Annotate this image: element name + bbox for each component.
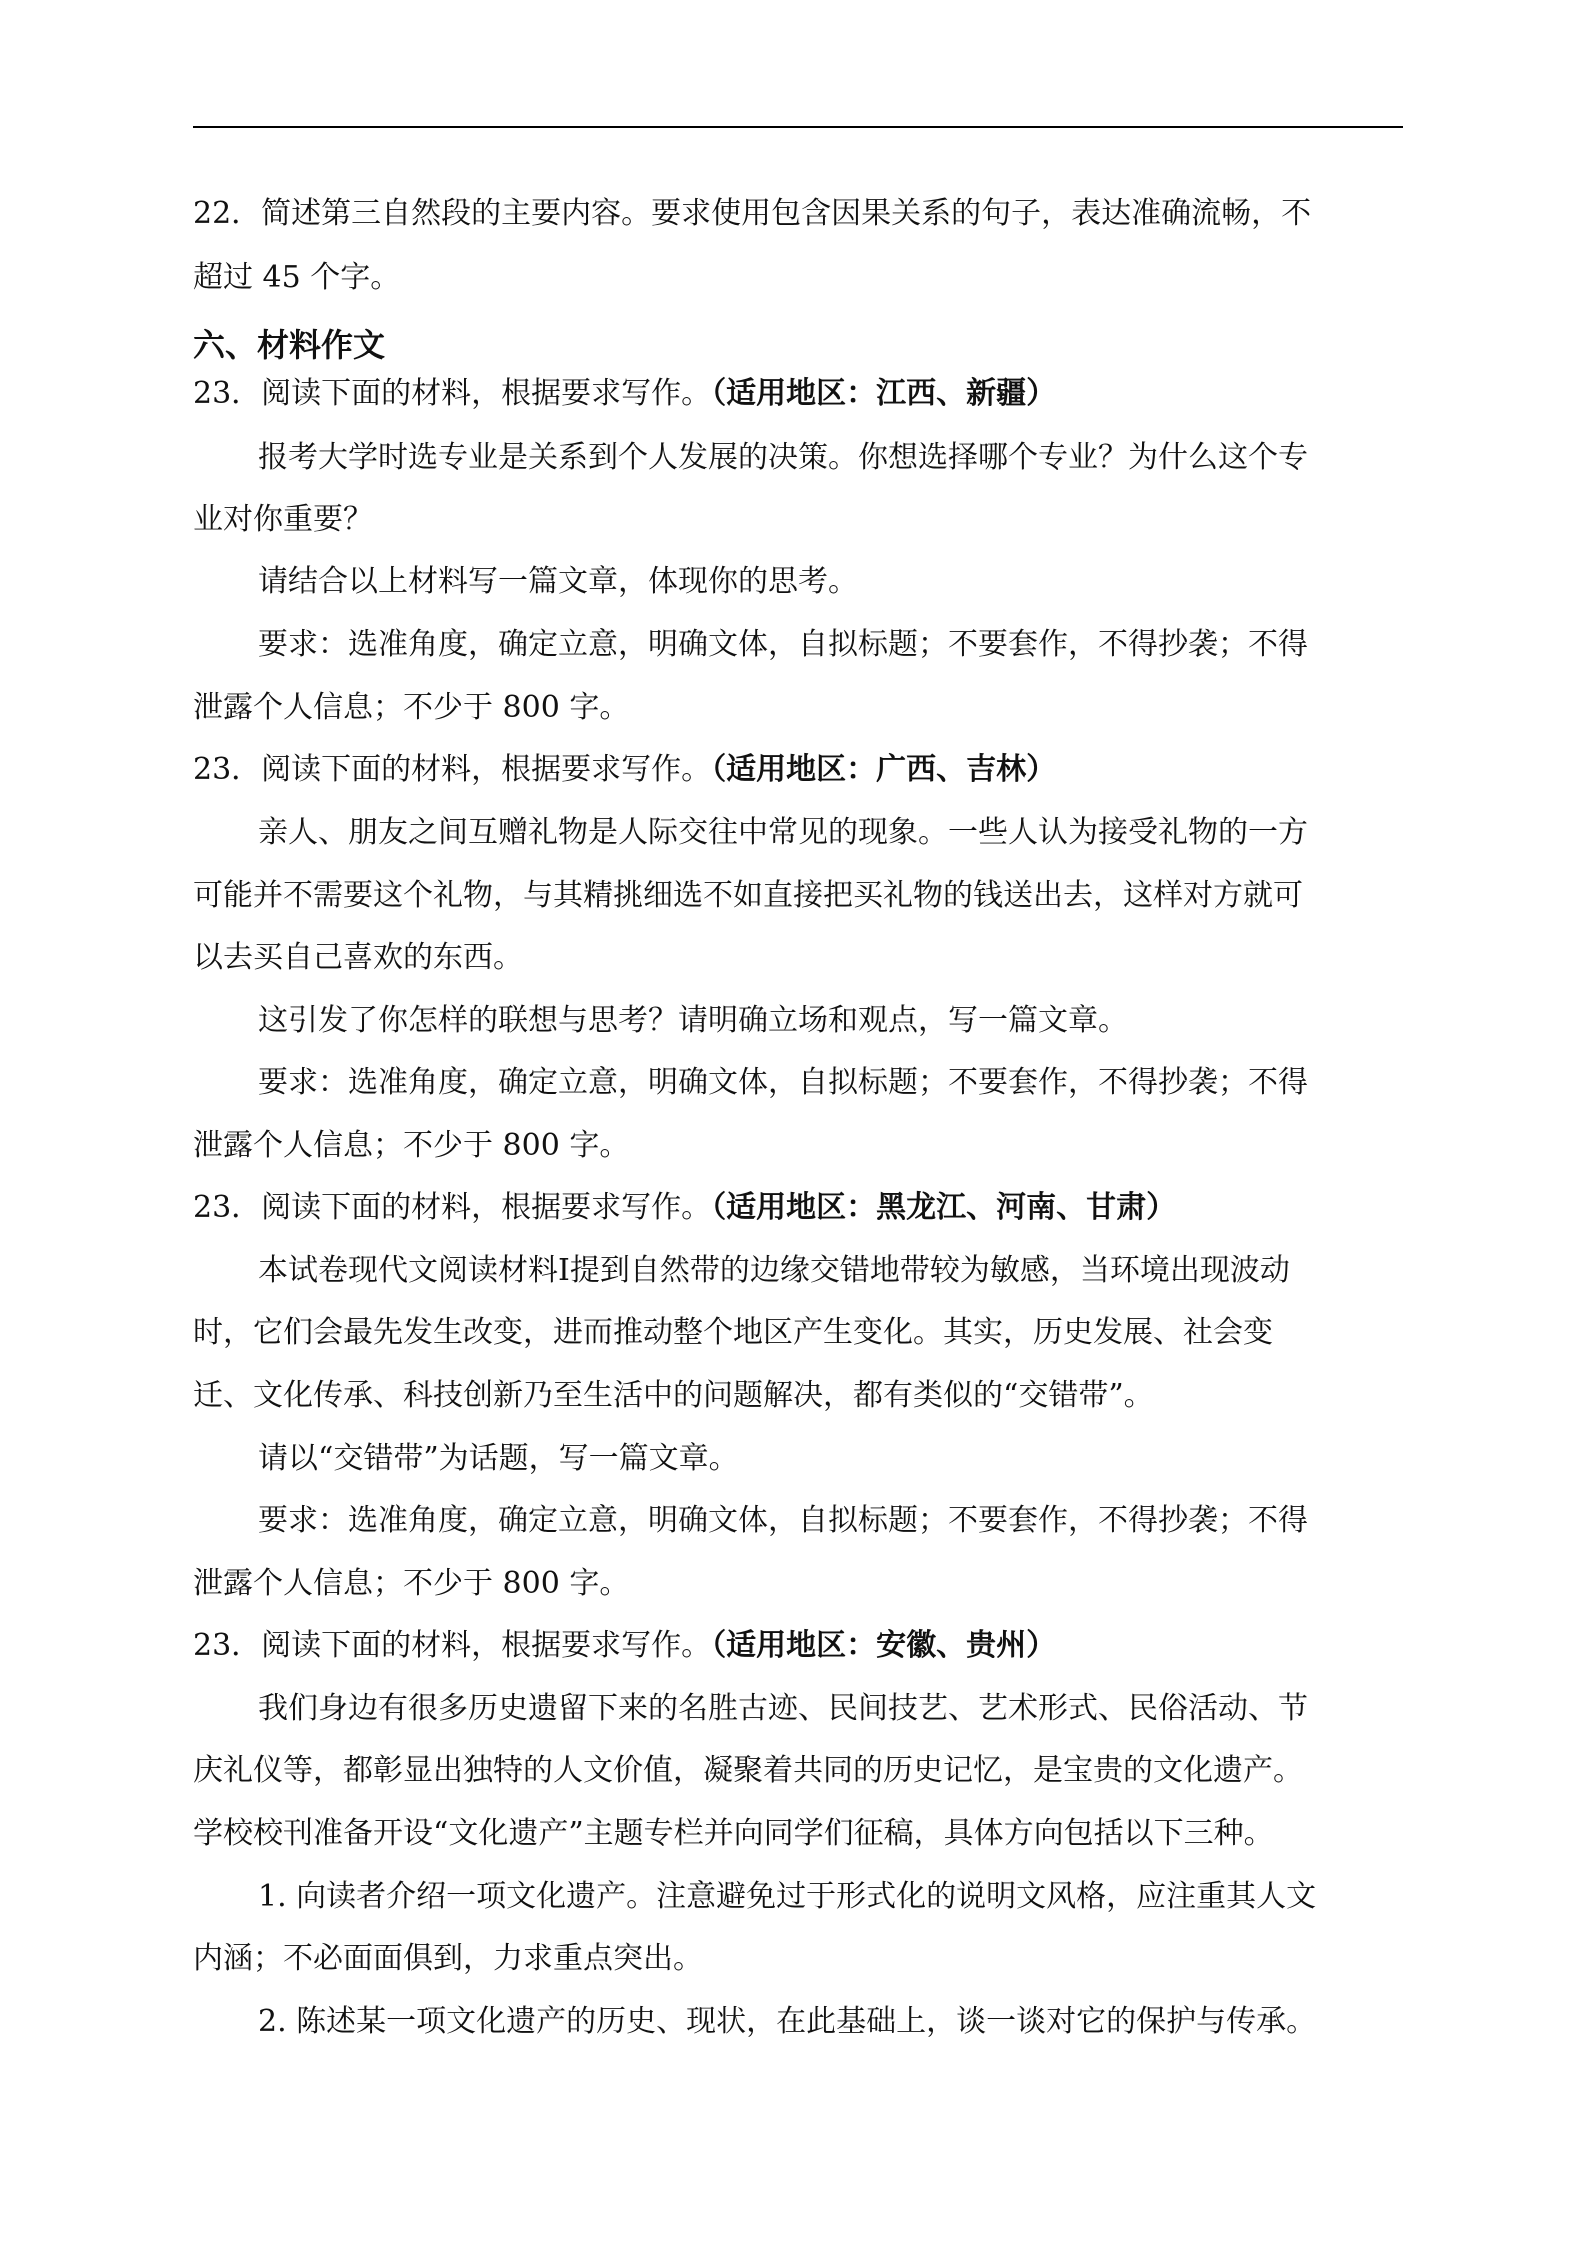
prompt-4-line-3: 学校校刊准备开设“文化遗产”主题专栏并向同学们征稿，具体方向包括以下三种。	[193, 1816, 1274, 1851]
section-heading: 六、材料作文	[193, 326, 386, 364]
prompt-4-line-6: 2. 陈述某一项文化遗产的历史、现状，在此基础上，谈一谈对它的保护与传承。	[258, 2004, 1317, 2039]
prompt-4-line-1: 我们身边有很多历史遗留下来的名胜古迹、民间技艺、艺术形式、民俗活动、节	[258, 1691, 1308, 1726]
prompt-2-line-2: 可能并不需要这个礼物，与其精挑细选不如直接把买礼物的钱送出去，这样对方就可	[193, 878, 1303, 913]
prompt-1-intro-line	[193, 374, 1056, 414]
prompt-3-line-1: 本试卷现代文阅读材料Ⅰ提到自然带的边缘交错地带较为敏感，当环境出现波动	[258, 1253, 1290, 1288]
prompt-2-line-5: 要求：选准角度，确定立意，明确文体，自拟标题；不要套作，不得抄袭；不得	[258, 1065, 1308, 1100]
prompt-3-line-2: 时，它们会最先发生改变，进而推动整个地区产生变化。其实，历史发展、社会变	[193, 1315, 1273, 1350]
prompt-2-intro: 23．阅读下面的材料，根据要求写作。	[193, 752, 712, 787]
prompt-1-line-2: 业对你重要？	[193, 502, 373, 537]
prompt-4-line-2: 庆礼仪等，都彰显出独特的人文价值，凝聚着共同的历史记忆，是宝贵的文化遗产。	[193, 1753, 1303, 1788]
prompt-2-line-4: 这引发了你怎样的联想与思考？请明确立场和观点，写一篇文章。	[258, 1003, 1128, 1038]
prompt-2-intro-line	[193, 750, 1056, 790]
prompt-1-line-5: 泄露个人信息；不少于 800 字。	[193, 690, 630, 725]
prompt-1-line-3: 请结合以上材料写一篇文章，体现你的思考。	[258, 564, 858, 599]
prompt-1-line-1: 报考大学时选专业是关系到个人发展的决策。你想选择哪个专业？为什么这个专	[258, 440, 1308, 475]
prompt-3-intro-line	[193, 1188, 1176, 1228]
prompt-2-line-1: 亲人、朋友之间互赠礼物是人际交往中常见的现象。一些人认为接受礼物的一方	[258, 815, 1308, 850]
q22-line-2: 超过 45 个字。	[193, 260, 401, 295]
prompt-1-intro: 23．阅读下面的材料，根据要求写作。	[193, 376, 712, 411]
prompt-2-region: （适用地区：广西、吉林）	[711, 752, 1057, 787]
prompt-3-line-6: 泄露个人信息；不少于 800 字。	[193, 1566, 630, 1601]
header-rule	[193, 126, 1403, 128]
prompt-3-intro: 23．阅读下面的材料，根据要求写作。	[193, 1190, 712, 1225]
prompt-4-region: （适用地区：安徽、贵州）	[711, 1628, 1057, 1663]
prompt-2-line-6: 泄露个人信息；不少于 800 字。	[193, 1128, 630, 1163]
prompt-3-line-3: 迁、文化传承、科技创新乃至生活中的问题解决，都有类似的“交错带”。	[193, 1378, 1154, 1413]
prompt-4-line-5: 内涵；不必面面俱到，力求重点突出。	[193, 1941, 703, 1976]
prompt-4-intro-line	[193, 1626, 1056, 1666]
prompt-1-region: （适用地区：江西、新疆）	[711, 376, 1057, 411]
prompt-3-line-4: 请以“交错带”为话题，写一篇文章。	[258, 1441, 739, 1476]
q22-line-1: 22．简述第三自然段的主要内容。要求使用包含因果关系的句子，表达准确流畅，不	[193, 196, 1312, 231]
prompt-4-intro: 23．阅读下面的材料，根据要求写作。	[193, 1628, 712, 1663]
prompt-3-line-5: 要求：选准角度，确定立意，明确文体，自拟标题；不要套作，不得抄袭；不得	[258, 1503, 1308, 1538]
prompt-4-line-4: 1. 向读者介绍一项文化遗产。注意避免过于形式化的说明文风格，应注重其人文	[258, 1879, 1317, 1914]
prompt-3-region: （适用地区：黑龙江、河南、甘肃）	[711, 1190, 1177, 1225]
prompt-2-line-3: 以去买自己喜欢的东西。	[193, 940, 523, 975]
prompt-1-line-4: 要求：选准角度，确定立意，明确文体，自拟标题；不要套作，不得抄袭；不得	[258, 627, 1308, 662]
